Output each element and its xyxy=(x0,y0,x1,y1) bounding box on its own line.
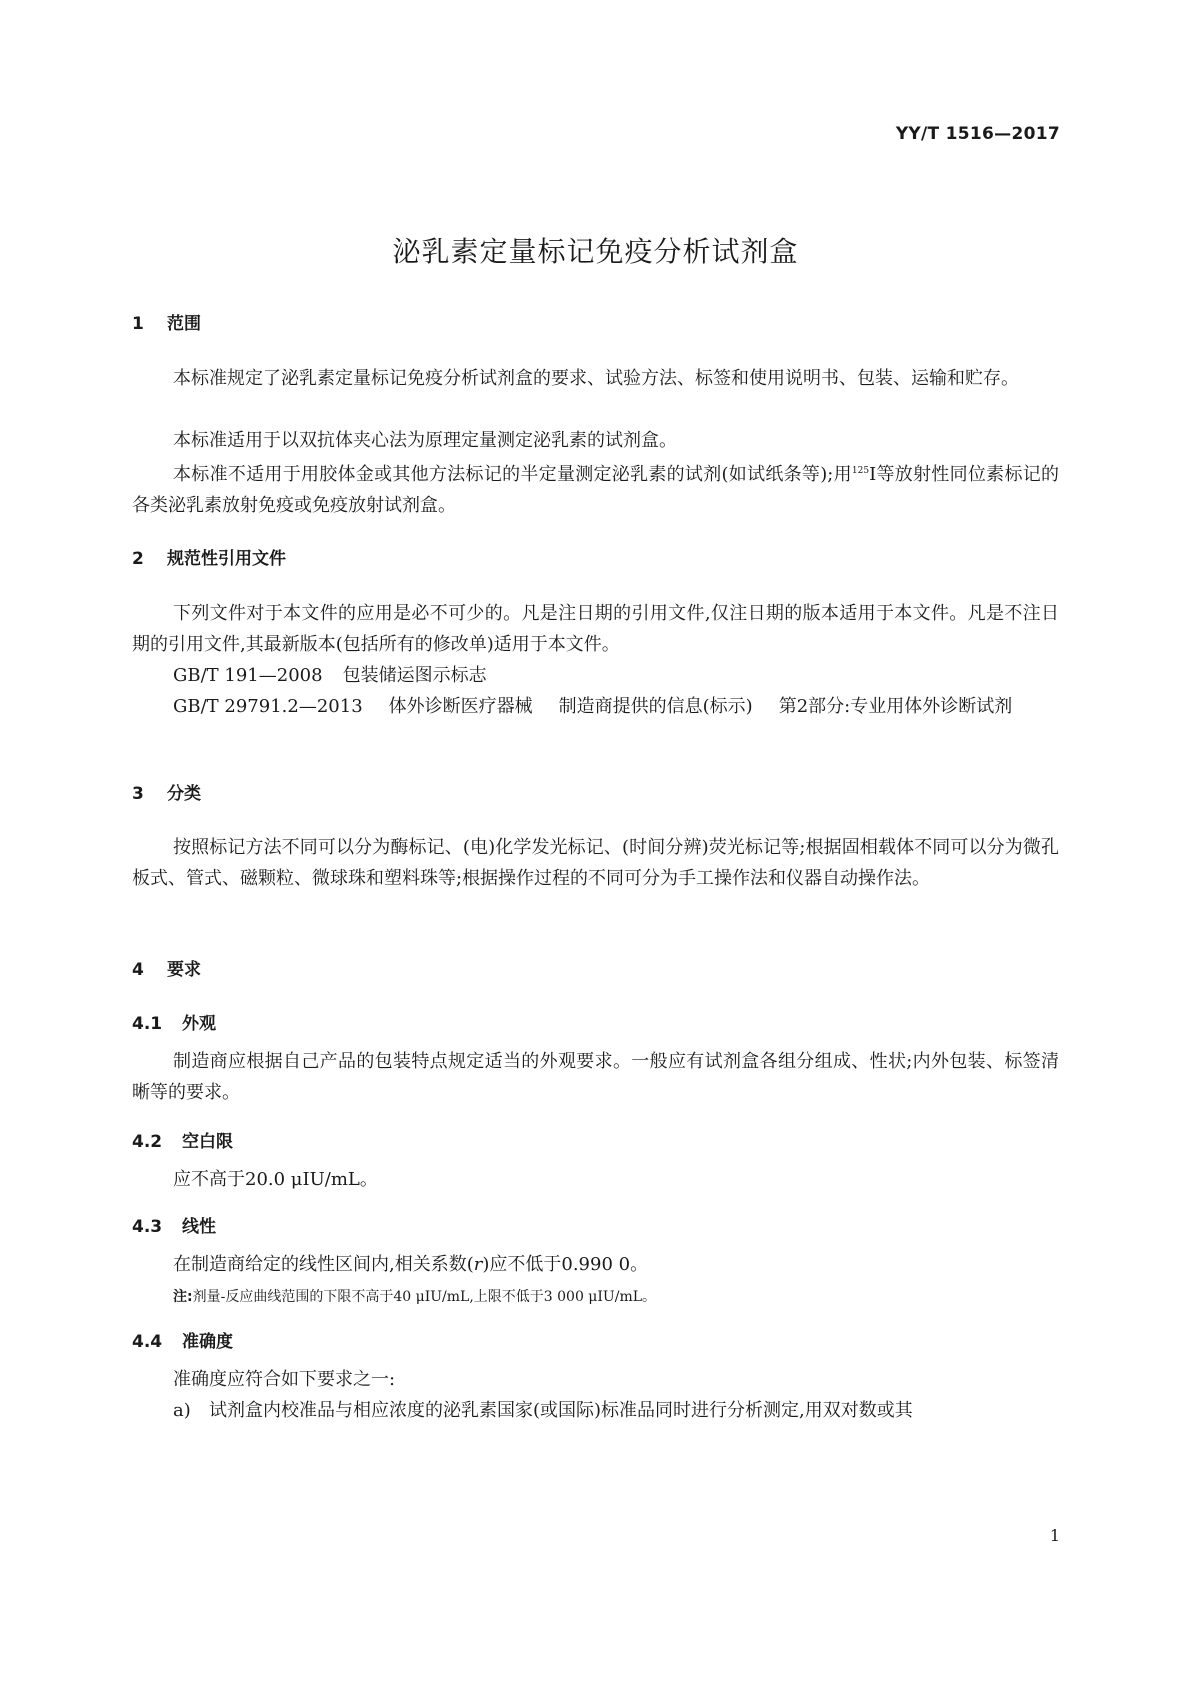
section-3-heading xyxy=(132,779,201,804)
section-4-2-heading xyxy=(132,1127,233,1152)
reference-title: 体外诊断医疗器械 xyxy=(388,696,533,717)
correlation-symbol: r xyxy=(473,1254,483,1275)
section-2-paragraph-1: 下列文件对于本文件的应用是必不可少的。凡是注日期的引用文件,仅注日期的版本适用于本文件。凡是不注日期的引用文件,其最新版本(包括所有的修改单)适用于本文件。 xyxy=(132,603,1059,655)
section-1-paragraph-2: 本标准适用于以双抗体夹心法为原理定量测定泌乳素的试剂盒。 xyxy=(173,430,677,451)
section-1-paragraph-3 xyxy=(132,456,1059,521)
section-title: 范围 xyxy=(167,314,201,334)
note-label: 注: xyxy=(173,1289,193,1305)
normative-reference-1 xyxy=(173,660,487,691)
section-title: 规范性引用文件 xyxy=(167,549,286,569)
reference-title: 第2部分:专业用体外诊断试剂 xyxy=(778,696,1013,717)
section-title: 要求 xyxy=(167,960,201,980)
paragraph-text: 本标准不适用于用胶体金或其他方法标记的半定量测定泌乳素的试剂(如试纸条等);用 xyxy=(173,464,852,485)
section-number: 1 xyxy=(132,314,144,334)
reference-title: 制造商提供的信息(标示) xyxy=(558,696,753,717)
isotope-superscript: 125 xyxy=(851,466,870,476)
reference-title: 包装储运图示标志 xyxy=(342,665,487,686)
section-title: 外观 xyxy=(182,1014,216,1034)
section-4-2-paragraph: 应不高于20.0 μIU/mL。 xyxy=(173,1169,378,1190)
standard-code: YY/T 1516—2017 xyxy=(895,124,1060,144)
document-title: 泌乳素定量标记免疫分析试剂盒 xyxy=(392,235,799,268)
page-number: 1 xyxy=(1049,1526,1060,1545)
paragraph-text: )应不低于0.990 0。 xyxy=(482,1254,649,1275)
list-item-a xyxy=(173,1395,913,1426)
section-4-heading xyxy=(132,955,201,980)
section-4-3-note xyxy=(173,1286,656,1306)
section-number: 4 xyxy=(132,960,144,980)
section-3-paragraph-1: 按照标记方法不同可以分为酶标记、(电)化学发光标记、(时间分辨)荧光标记等;根据固相载体不同可以分为微孔板式、管式、磁颗粒、微球珠和塑料珠等;根据操作过程的不同可分为手工操作法和仪器自动操作法。 xyxy=(132,837,1059,889)
paragraph-text: I等放射性同位素标记的各类泌乳素放射免疫或免疫放射试剂盒。 xyxy=(132,464,1060,516)
paragraph-text: 在制造商给定的线性区间内,相关系数( xyxy=(173,1254,474,1275)
section-4-3-heading xyxy=(132,1212,216,1237)
list-item-label: a) xyxy=(173,1400,191,1421)
section-4-3-paragraph xyxy=(173,1249,648,1280)
section-number: 4.3 xyxy=(132,1217,163,1237)
normative-reference-2 xyxy=(132,691,1059,722)
section-title: 分类 xyxy=(167,784,201,804)
section-4-4-heading xyxy=(132,1327,233,1352)
section-2-heading xyxy=(132,544,286,569)
section-title: 准确度 xyxy=(182,1332,233,1352)
section-number: 4.2 xyxy=(132,1132,163,1152)
section-4-1-paragraph: 制造商应根据自己产品的包装特点规定适当的外观要求。一般应有试剂盒各组分组成、性状;内外包装、标签清晰等的要求。 xyxy=(132,1051,1059,1103)
section-title: 线性 xyxy=(182,1217,216,1237)
section-1-paragraph-1: 本标准规定了泌乳素定量标记免疫分析试剂盒的要求、试验方法、标签和使用说明书、包装、运输和贮存。 xyxy=(173,368,1019,389)
section-number: 4.4 xyxy=(132,1332,163,1352)
section-number: 4.1 xyxy=(132,1014,163,1034)
section-number: 3 xyxy=(132,784,144,804)
section-title: 空白限 xyxy=(182,1132,233,1152)
section-number: 2 xyxy=(132,549,144,569)
note-text: 剂量-反应曲线范围的下限不高于40 μIU/mL,上限不低于3 000 μIU/mL。 xyxy=(192,1289,657,1305)
list-item-text: 试剂盒内校准品与相应浓度的泌乳素国家(或国际)标准品同时进行分析测定,用双对数或其 xyxy=(209,1400,913,1421)
section-4-1-heading xyxy=(132,1009,216,1034)
section-4-4-paragraph: 准确度应符合如下要求之一: xyxy=(173,1369,396,1390)
reference-code: GB/T 29791.2—2013 xyxy=(173,696,363,717)
section-1-heading xyxy=(132,309,201,334)
reference-code: GB/T 191—2008 xyxy=(173,665,323,686)
